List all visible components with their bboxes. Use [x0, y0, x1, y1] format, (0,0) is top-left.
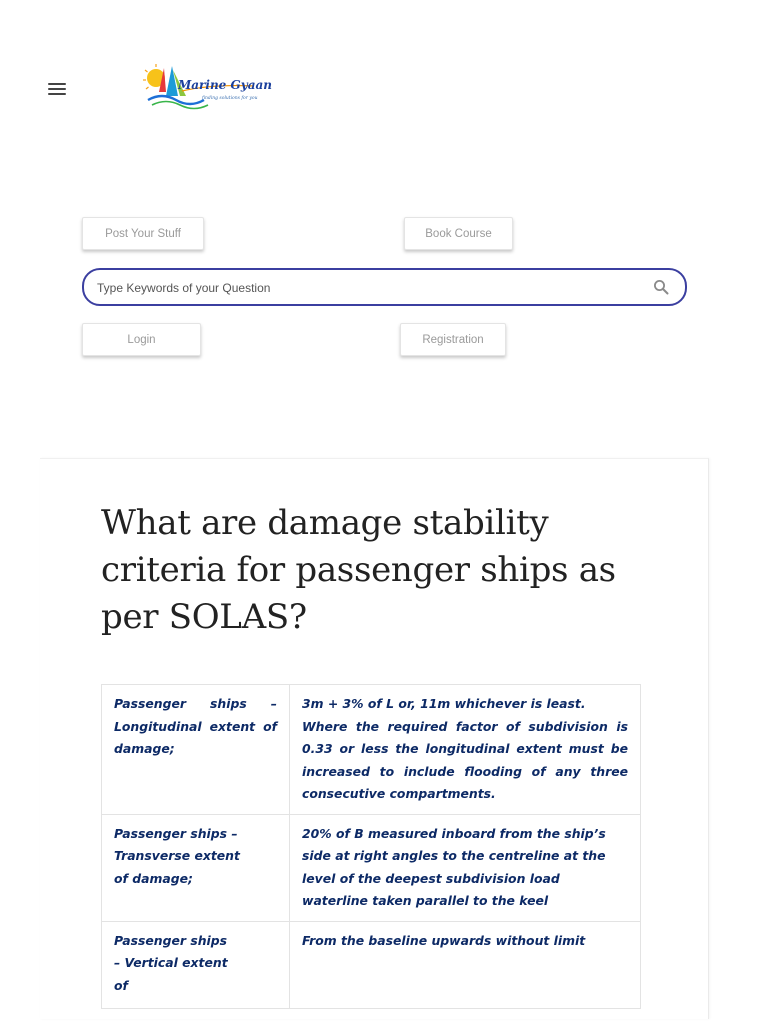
book-course-label: Book Course: [425, 227, 492, 240]
logo-brand-text: Marine Gyaan: [178, 78, 272, 92]
article-title: What are damage stability criteria for passenger ships as per SOLAS?: [101, 503, 616, 637]
criteria-table: [101, 684, 641, 1009]
table-row: [102, 921, 641, 1008]
table-row: [102, 814, 641, 921]
row-value: [290, 921, 641, 1008]
row-value: [290, 685, 641, 815]
book-course-button[interactable]: [404, 217, 513, 250]
registration-button[interactable]: [400, 323, 506, 356]
login-button[interactable]: [82, 323, 201, 356]
row-value-line: Where the required factor of subdivision is 0.33 or less the longitudinal extent must be increased to include flooding of any three consecutive compartments.: [302, 718, 628, 801]
row-label: Passenger ships – Transverse extent of damage;: [102, 814, 290, 921]
table-row: [102, 685, 641, 815]
search-input[interactable]: [95, 277, 639, 299]
registration-label: Registration: [422, 333, 484, 346]
post-your-stuff-button[interactable]: [82, 217, 204, 250]
row-value: [290, 814, 641, 921]
login-label: Login: [127, 333, 156, 346]
row-value-line: 3m + 3% of L or, 11m whichever is least.: [302, 696, 586, 711]
logo-tagline: finding solutions for you: [202, 96, 258, 101]
post-your-stuff-label: Post Your Stuff: [105, 227, 181, 240]
search-bar: [82, 268, 687, 306]
row-label: Passenger ships – Longitudinal extent of damage;: [102, 685, 290, 815]
search-icon[interactable]: [653, 279, 669, 295]
row-label: Passenger ships – Vertical extent of: [102, 921, 290, 1008]
hamburger-menu-icon[interactable]: [46, 79, 68, 99]
row-value-line: From the baseline upwards without limit: [302, 932, 586, 948]
marine-gyaan-logo[interactable]: [142, 62, 292, 114]
row-value-line: 20% of B measured inboard from the ship’s side at right angles to the centreline at the level of the deepest subdivision load waterline taken parallel to the keel: [302, 825, 606, 908]
